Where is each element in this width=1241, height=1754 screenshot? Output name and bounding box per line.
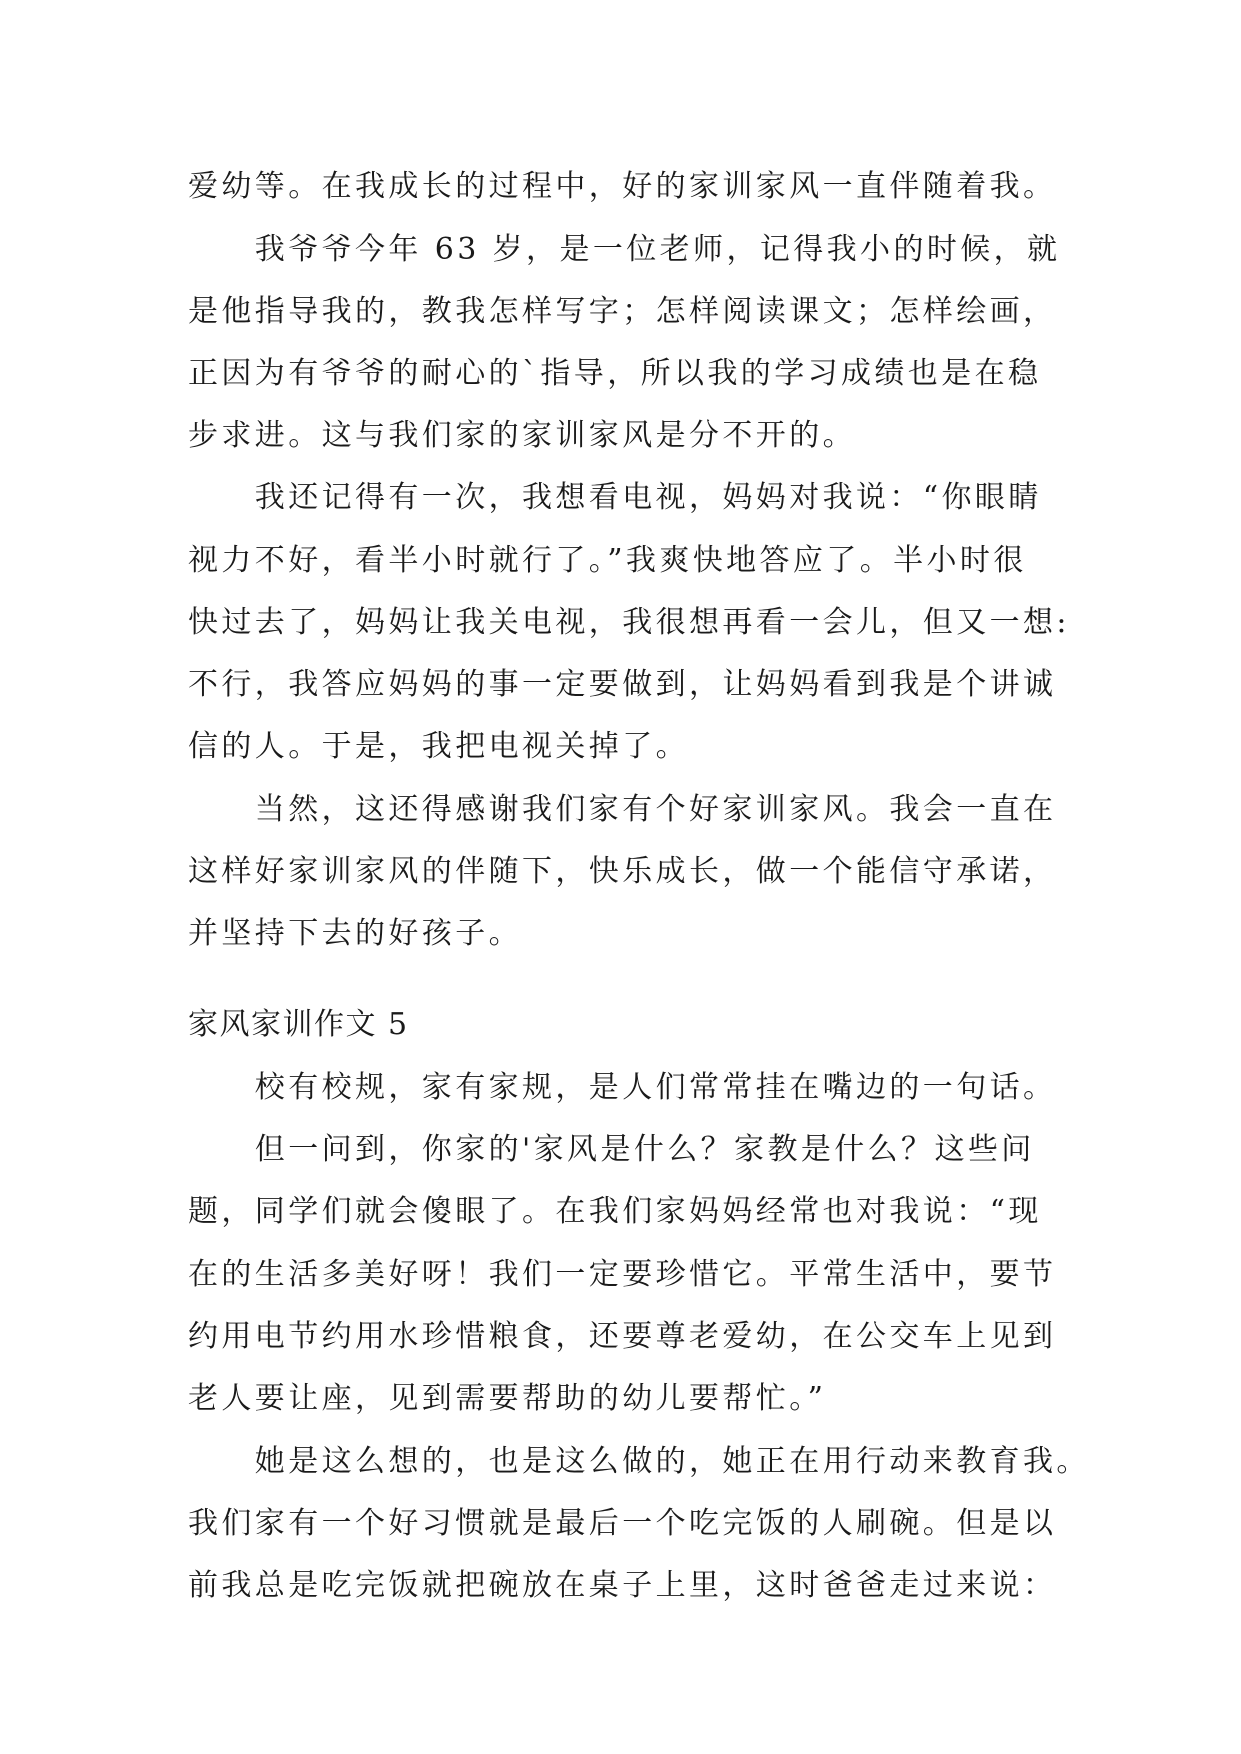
text-line: 题，同学们就会傻眼了。在我们家妈妈经常也对我说：“现 <box>188 1194 1042 1229</box>
text-line: 约用电节约用水珍惜粮食，还要尊老爱幼，在公交车上见到 <box>188 1319 1057 1354</box>
text-line: 不行，我答应妈妈的事一定要做到，让妈妈看到我是个讲诚 <box>188 667 1057 702</box>
text-line: 爱幼等。在我成长的过程中，好的家训家风一直伴随着我。 <box>188 169 1057 204</box>
text-line: 是他指导我的，教我怎样写字；怎样阅读课文；怎样绘画， <box>188 294 1057 329</box>
text-line: 我爷爷今年 63 岁，是一位老师，记得我小的时候，就 <box>188 232 1061 267</box>
text-line: 步求进。这与我们家的家训家风是分不开的。 <box>188 418 856 453</box>
text-line: 当然，这还得感谢我们家有个好家训家风。我会一直在 <box>188 792 1057 827</box>
text-line: 这样好家训家风的伴随下，快乐成长，做一个能信守承诺， <box>188 854 1057 889</box>
text-line: 并坚持下去的好孩子。 <box>188 916 522 951</box>
text-line: 快过去了，妈妈让我关电视，我很想再看一会儿，但又一想: <box>188 605 1070 640</box>
text-line: 校有校规，家有家规，是人们常常挂在嘴边的一句话。 <box>188 1070 1057 1105</box>
text-line: 我们家有一个好习惯就是最后一个吃完饭的人刷碗。但是以 <box>188 1506 1057 1541</box>
text-line: 信的人。于是，我把电视关掉了。 <box>188 729 689 764</box>
text-line: 但一问到，你家的'家风是什么？家教是什么？这些问 <box>188 1132 1035 1167</box>
text-line: 我还记得有一次，我想看电视，妈妈对我说：“你眼睛 <box>188 480 1042 515</box>
text-line: 她是这么想的，也是这么做的，她正在用行动来教育我。 <box>188 1444 1090 1479</box>
text-line: 正因为有爷爷的耐心的`指导，所以我的学习成绩也是在稳 <box>188 356 1042 391</box>
text-line: 视力不好，看半小时就行了。”我爽快地答应了。半小时很 <box>188 543 1027 578</box>
text-line: 在的生活多美好呀！我们一定要珍惜它。平常生活中，要节 <box>188 1257 1057 1292</box>
section-heading: 家风家训作文 5 <box>188 1007 409 1042</box>
text-line: 老人要让座，见到需要帮助的幼儿要帮忙。” <box>188 1381 827 1416</box>
text-line: 前我总是吃完饭就把碗放在桌子上里，这时爸爸走过来说： <box>188 1568 1057 1603</box>
